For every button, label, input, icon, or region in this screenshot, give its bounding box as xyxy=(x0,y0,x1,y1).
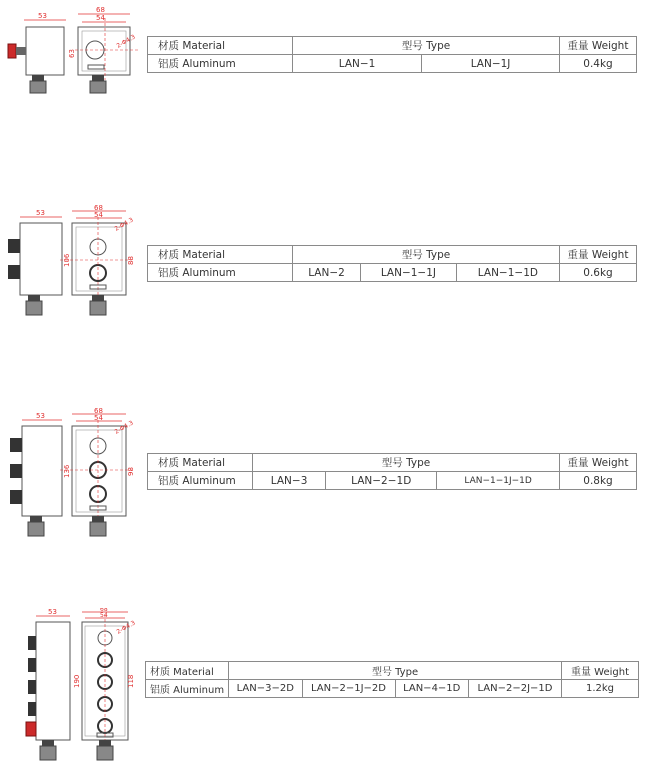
model-cell: LAN−3−2D xyxy=(229,680,302,698)
material-value: 铝质 Aluminum xyxy=(148,264,293,282)
height-label: 190 xyxy=(73,674,81,688)
type-header: 型号 Type xyxy=(253,454,560,472)
model-cell: LAN−1−1J xyxy=(361,264,457,282)
weight-value: 0.8kg xyxy=(560,472,637,490)
product-row-2 xyxy=(0,205,647,325)
model-cell: LAN−2 xyxy=(293,264,361,282)
inner-height-label: 88 xyxy=(127,256,135,265)
weight-value: 1.2kg xyxy=(562,680,639,698)
model-cell: LAN−2−1D xyxy=(326,472,437,490)
depth-label: 53 xyxy=(36,209,45,217)
type-header: 型号 Type xyxy=(293,37,560,55)
height-label: 136 xyxy=(63,464,71,478)
weight-value: 0.6kg xyxy=(560,264,637,282)
model-cell: LAN−4−1D xyxy=(395,680,468,698)
model-cell: LAN−1−1D xyxy=(456,264,559,282)
weight-header: 重量 Weight xyxy=(560,246,637,264)
hole-label: 2-Φ4.3 xyxy=(113,419,135,436)
width-outer-label: 68 xyxy=(94,205,103,212)
inner-height-label: 98 xyxy=(127,467,135,476)
material-value: 铝质 Aluminum xyxy=(148,55,293,73)
material-value: 铝质 Aluminum xyxy=(146,680,229,698)
model-cell: LAN−1 xyxy=(293,55,422,73)
spec-table-4 xyxy=(145,661,639,698)
product-row-3 xyxy=(0,408,647,543)
width-inner-label: 54 xyxy=(96,14,105,22)
depth-label: 53 xyxy=(36,412,45,420)
material-header: 材质 Material xyxy=(146,662,229,680)
type-header: 型号 Type xyxy=(229,662,562,680)
model-cell: LAN−3 xyxy=(253,472,326,490)
width-inner-label: 54 xyxy=(100,612,108,619)
width-inner-label: 54 xyxy=(94,414,103,422)
technical-drawing-3 xyxy=(0,408,145,543)
technical-drawing-2 xyxy=(0,205,145,325)
weight-value: 0.4kg xyxy=(560,55,637,73)
width-outer-label: 68 xyxy=(100,608,108,613)
inner-height-label: 118 xyxy=(127,674,135,688)
weight-header: 重量 Weight xyxy=(560,37,637,55)
technical-drawing-4 xyxy=(0,608,145,769)
technical-drawing-1 xyxy=(0,0,145,110)
hole-label: 2-Φ4.3 xyxy=(115,619,137,636)
material-header: 材质 Material xyxy=(148,37,293,55)
depth-label: 53 xyxy=(48,608,57,616)
width-inner-label: 54 xyxy=(94,211,103,219)
material-header: 材质 Material xyxy=(148,246,293,264)
width-outer-label: 68 xyxy=(96,6,105,14)
spec-table-3 xyxy=(147,453,637,490)
type-header: 型号 Type xyxy=(293,246,560,264)
model-cell: LAN−1−1J−1D xyxy=(437,472,560,490)
hole-label: 2-Φ4.3 xyxy=(115,33,137,50)
product-row-4 xyxy=(0,608,647,769)
spec-table-2 xyxy=(147,245,637,282)
spec-table-1 xyxy=(147,36,637,73)
product-row-1 xyxy=(0,0,647,110)
material-header: 材质 Material xyxy=(148,454,253,472)
weight-header: 重量 Weight xyxy=(560,454,637,472)
height-label: 63 xyxy=(68,49,76,58)
model-cell: LAN−2−1J−2D xyxy=(302,680,395,698)
model-cell: LAN−2−2J−1D xyxy=(468,680,561,698)
height-label: 106 xyxy=(63,253,71,267)
width-outer-label: 68 xyxy=(94,408,103,415)
material-value: 铝质 Aluminum xyxy=(148,472,253,490)
model-cell: LAN−1J xyxy=(422,55,560,73)
depth-label: 53 xyxy=(38,12,47,20)
hole-label: 2-Φ4.3 xyxy=(113,216,135,233)
weight-header: 重量 Weight xyxy=(562,662,639,680)
